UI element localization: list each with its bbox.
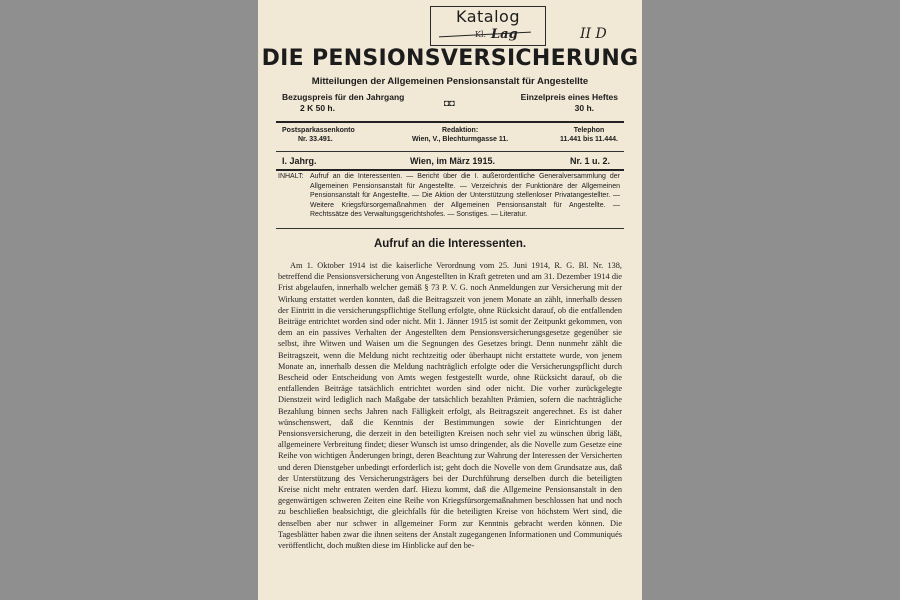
editorial-value: Wien, V., Blechturmgasse 11. bbox=[412, 136, 509, 143]
phone-label: Telephon bbox=[573, 127, 605, 134]
handwritten-margin-note: II D bbox=[580, 26, 607, 42]
publication-subtitle: Mitteilungen der Allgemeinen Pensionsanstalt für Angestellte bbox=[311, 76, 589, 87]
article-heading: Aufruf an die Interessenten. bbox=[373, 238, 527, 250]
document-page bbox=[258, 0, 642, 600]
price-row bbox=[282, 92, 618, 120]
divider bbox=[276, 151, 624, 152]
contents-text: Aufruf an die Interessenten. — Bericht über die I. außerordentliche Generalversammlung der Allgemeinen Pensionsanstalt für Angestellte. — Verzeichnis der Funktionäre der Allgemeinen Pensionsanstalt für Angestellte. — Die Aktion der Unterstützung stellenloser Privatangestellter. — Weitere Kriegsfürsorgemaßnahmen der Allgemeinen Pensionsanstalt für Angestellte. — Rechtssätze des Verwaltungsgerichtshofes. — Sonstiges. — Literatur. bbox=[310, 173, 620, 219]
postal-value: Nr. 33.491. bbox=[298, 136, 333, 143]
ornament-glyph: ◘◘ bbox=[444, 98, 455, 108]
editorial-label: Redaktion: bbox=[442, 127, 479, 134]
issue-place-date: Wien, im März 1915. bbox=[410, 156, 495, 166]
postal-account bbox=[282, 126, 355, 144]
divider bbox=[276, 228, 624, 229]
telephone bbox=[560, 126, 618, 144]
stamp-title: Katalog bbox=[456, 7, 520, 26]
editorial-office bbox=[412, 126, 508, 144]
postal-label: Postsparkassenkonto bbox=[282, 127, 355, 134]
catalog-stamp bbox=[430, 6, 546, 46]
subscription-label: Bezugspreis für den Jahrgang bbox=[282, 92, 405, 102]
issue-row bbox=[282, 156, 618, 168]
subscription-value: 2 K 50 h. bbox=[300, 103, 335, 113]
single-price-value: 30 h. bbox=[574, 103, 594, 113]
divider bbox=[276, 169, 624, 171]
stamp-entry bbox=[439, 27, 537, 43]
info-row bbox=[282, 126, 618, 150]
table-of-contents bbox=[278, 172, 620, 220]
stamp-kl-label: Kl. bbox=[475, 30, 487, 39]
issue-year: I. Jahrg. bbox=[282, 156, 317, 166]
single-price bbox=[521, 92, 618, 114]
divider bbox=[276, 121, 624, 123]
single-price-label: Einzelpreis eines Heftes bbox=[520, 92, 618, 102]
publication-title: DIE PENSIONSVERSICHERUNG bbox=[261, 46, 639, 71]
stamp-handwritten-entry: Lag bbox=[491, 27, 518, 42]
article-body: Am 1. Oktober 1914 ist die kaiserliche Verordnung vom 25. Juni 1914, R. G. Bl. Nr. 138, betreffend die Pensionsversicherung von Angestellten in Kraft getreten und am 31. Dezember 1914 die Frist abgelaufen, innerhalb welcher gemäß § 73 P. V. G. noch Anmeldungen zur Versicherung mit der Wirkung erstattet werden konnten, daß die Beitragszeit von jenem Monate an zählt, innerhalb dessen der Eintritt in die versicherungspflichtige Stellung erfolgte, ohne Rücksicht darauf, ob die entfallenden Beiträge entrichtet worden sind oder nicht. Mit 1. Jänner 1915 ist somit der Zeitpunkt gekommen, von dem an ein passives Verhalten der Angestellten dem Pensionsversicherungsgesetze gegenüber sie selbst, ihre Witwen und Waisen um die Segnungen des Gesetzes bringt. Denn nunmehr zählt die Beitragszeit, wenn die Meldung nicht rechtzeitig oder überhaupt nicht erstattete wurde, von jenem Monate an, innerhalb dessen die Meldung nachträglich erfolgte oder die Versicherungspflicht durch Bescheid oder Entscheidung von Amts wegen festgestellt wurde, ohne Rücksicht darauf, ob die entfallenden Beiträge tatsächlich entrichtet worden sind oder nicht. Die vorher zurückgelegte Dienstzeit wird lediglich nach Maßgabe der tatsächlich bezahlten Prämien, sofern die nachträgliche Bezahlung binnen sechs Jahren nach Fälligkeit erfolgt, als Beitragszeit angerechnet. Es ist daher wünschenswert, daß die Kenntnis der Bestimmungen sowie der Einrichtungen der Pensionsversicherung, die derzeit in den beteiligten Kreisen noch sehr viel zu wünschen übrig läßt, allgemeinere Verbreitung findet; dieser Wunsch ist umso dringender, als die Novelle zum Gesetze eine Reihe von wichtigen Änderungen bringt, deren Beachtung zur Wahrung der Interessen der Versicherten und deren Dienstgeber unbedingt erforderlich ist; geht doch die Novelle von dem Grundsatze aus, daß der Unterstützung des Versicherungsträgers bei der Durchführung derselben durch die beteiligten Kreise nicht mehr entraten werden darf. Hiezu kommt, daß die Allgemeine Pensionsanstalt in den gegenwärtigen schweren Zeiten eine Reihe von Kriegsfürsorgemaßnahmen beschlossen hat und noch zu beschließen beabsichtigt, die gleichfalls für die beteiligten Kreise von höchstem Wert sind, die denselben aber nur schwer in allgemeiner Form zur Kenntnis gebracht werden können. Die Tagesblätter haben zwar die ihnen seitens der Anstalt zugegangenen Informationen und Communiqués veröffentlicht, doch mußten diese im Hinblicke auf den be- bbox=[278, 261, 622, 551]
contents-label: INHALT: bbox=[278, 173, 304, 180]
subscription-price bbox=[282, 92, 404, 114]
phone-value: 11.441 bis 11.444. bbox=[560, 136, 618, 143]
issue-number: Nr. 1 u. 2. bbox=[569, 156, 610, 166]
